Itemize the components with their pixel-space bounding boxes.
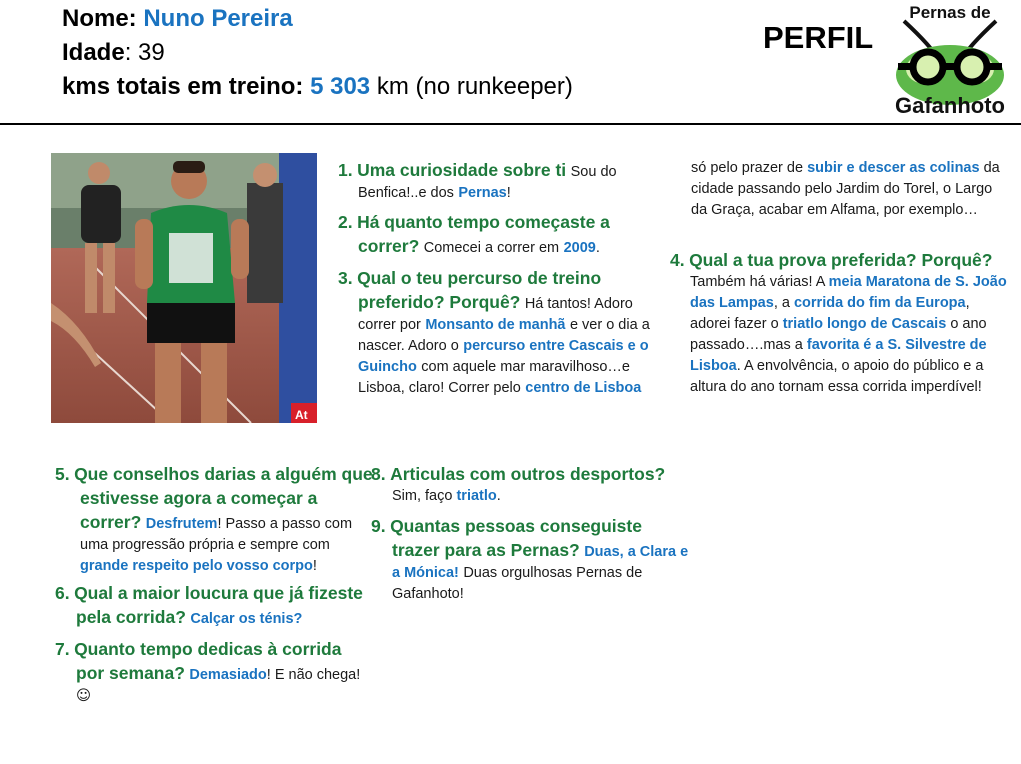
q2-answer-part2: . [595,240,600,256]
q4-answer-part4: o ano passado….mas a [690,316,987,353]
q7-highlight: Demasiado [189,667,267,683]
runner-photo [51,153,317,423]
q9-highlight: Duas, a Clara e a Mónica! [392,544,689,581]
q5-answer-part1: ! Passo a passo com uma progressão própria e sempre com [80,516,353,553]
logo-top-text: Pernas de [909,3,991,22]
q5-highlight-2: grande respeito pelo vosso corpo [80,558,313,574]
q1-highlight: Pernas [458,185,507,201]
q6-number: 6. [55,583,70,603]
q4-highlight-1: meia Maratona de S. João das Lampas [690,274,1007,311]
q4-highlight-3: triatlo longo de Cascais [782,316,947,332]
q4-answer-part1: Também há várias! A [690,274,825,290]
q2-answer-part1: Comecei a correr em [423,240,560,256]
logo [882,3,1018,121]
q4-highlight-4: favorita é a S. Silvestre de Lisboa [690,337,987,374]
question-1 [338,158,668,204]
q8-number: 8. [371,464,386,484]
q1-number: 1. [338,160,353,180]
runner-photo-image [51,153,317,423]
q3-number: 3. [338,268,353,288]
q4-number: 4. [670,250,685,270]
q6-highlight: Calçar os ténis? [190,611,303,627]
q1-answer-part1: Sou do Benfica!..e dos [358,164,617,201]
q3-answer-part1: Há tantos! Adoro correr por [358,296,633,333]
q4-answer-part5: . A envolvência, o apoio do público e a altura do ano tornam essa corrida imperdível! [690,358,984,395]
q2-highlight: 2009 [563,240,596,256]
q9-question: Quantas pessoas conseguiste trazer para as Pernas? [390,516,642,560]
q5-answer-part2: ! [312,558,317,574]
q9-answer: Duas orgulhosas Pernas de Gafanhoto! [392,565,643,602]
q1-question: Uma curiosidade sobre ti [357,160,567,180]
q3-answer-part3: com aquele mar maravilhoso…e Lisboa, claro! Correr pelo [358,359,630,396]
q5-highlight-1: Desfrutem [145,516,218,532]
header-divider [0,123,1021,125]
q5-number: 5. [55,464,70,484]
q3-answer-part2: e ver o dia a nascer. Adoro o [358,317,650,354]
question-9 [371,514,691,605]
question-7 [55,637,373,707]
q9-number: 9. [371,516,386,536]
kms-value: 5 303 [310,73,371,100]
q3-highlight-2: percurso entre Cascais e o Guincho [358,338,649,375]
kms-line [62,70,742,104]
smiley-icon: ☺ [76,688,92,704]
photo-sign-text: At [295,408,308,422]
question-2 [338,210,668,259]
q6-question: Qual a maior loucura que já fizeste pela corrida? [74,583,363,627]
age-line [62,36,742,70]
q5-question: Que conselhos darias a alguém que estivesse agora a começar a correr? [74,464,373,532]
question-5 [55,462,373,577]
q2-number: 2. [338,212,353,232]
kms-suffix: km (no runkeeper) [376,73,573,100]
question-8 [371,462,691,507]
question-3-continued [691,158,1001,221]
page-title: PERFIL [763,20,874,55]
q3-highlight-3: centro de Lisboa [525,380,642,396]
logo-bottom-text: Gafanhoto [895,93,1005,118]
q7-number: 7. [55,639,70,659]
q3-answer-part5: da cidade passando pelo Jardim do Torel, o Largo da Graça, acabar em Alfama, por exemplo… [691,160,1000,218]
q8-question: Articulas com outros desportos? [390,464,666,484]
name-label: Nome: [62,5,137,32]
q3-highlight-1: Monsanto de manhã [425,317,566,333]
question-6 [55,581,373,630]
q4-question: Qual a tua prova preferida? Porquê? [689,250,993,270]
q4-highlight-2: corrida do fim da Europa [793,295,966,311]
q7-answer: ! E não chega! [266,667,361,683]
q4-answer-part3: , adorei fazer o [690,295,970,332]
q7-question: Quanto tempo dedicas à corrida por semana? [74,639,342,683]
q4-answer-part2: , a [773,295,790,311]
q3-question: Qual o teu percurso de treino preferido? Porquê? [357,268,602,312]
question-3 [338,266,664,399]
q1-answer-part2: ! [506,185,511,201]
name-value: Nuno Pereira [143,5,293,32]
q8-answer-part1: Sim, faço [392,488,453,504]
q2-question: Há quanto tempo começaste a correr? [357,212,610,256]
question-4 [670,248,1010,398]
name-line [62,2,742,36]
profile-header [62,2,742,104]
q3-highlight-4: subir e descer as colinas [807,160,980,176]
kms-label: kms totais em treino: [62,73,304,100]
q3-answer-part4: só pelo prazer de [691,160,804,176]
q8-highlight: triatlo [456,488,497,504]
age-value: : 39 [124,39,165,66]
q8-answer-part2: . [496,488,501,504]
age-label: Idade [62,39,125,66]
